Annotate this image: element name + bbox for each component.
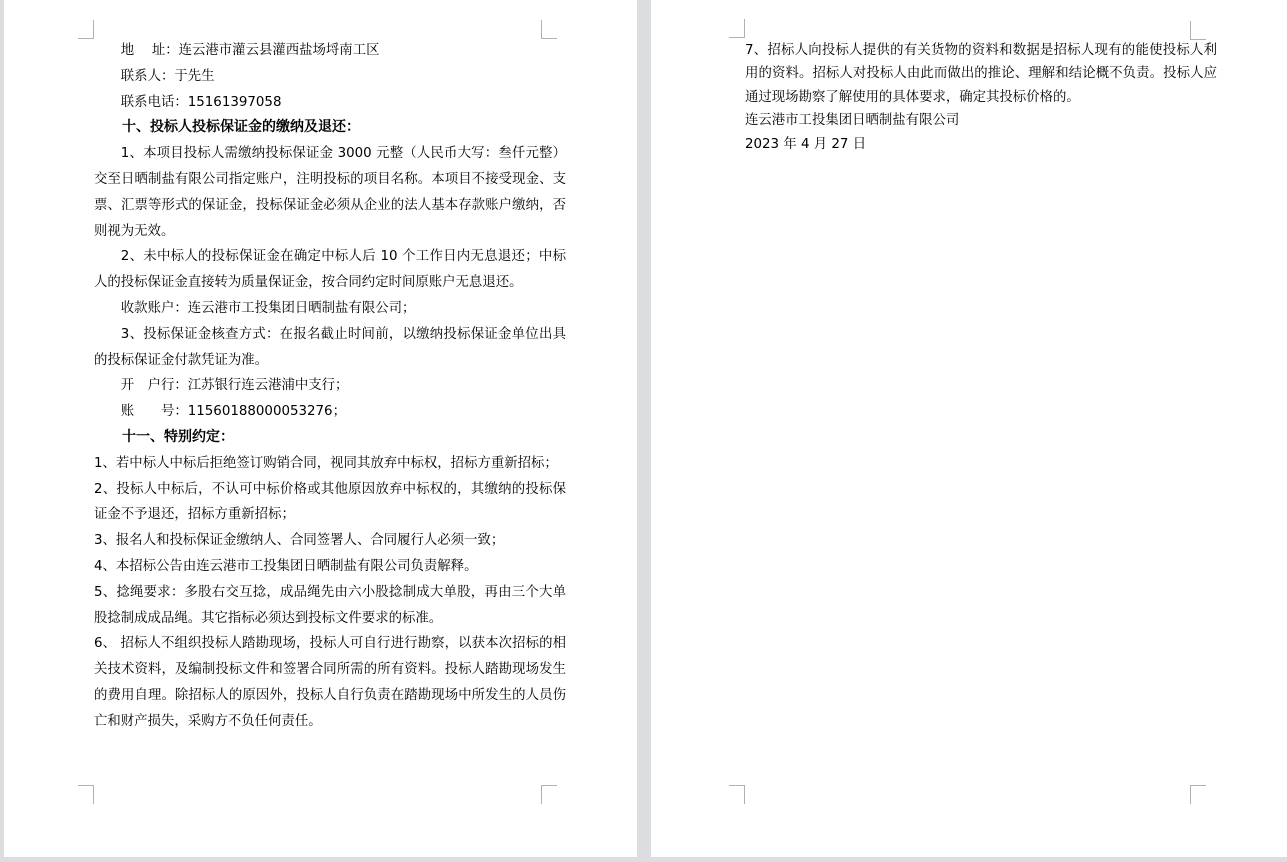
- receiving-account-line: 收款账户：连云港市工投集团日晒制盐有限公司；: [120, 300, 416, 316]
- section-ten-paragraph-2: 2、未中标人的投标保证金在确定中标人后 10 个工作日内无息退还；中标人的投标保证金直接转为质量保证金，按合同约定时间原账户无息退还。: [94, 249, 566, 291]
- bank-line: 开 户行：江苏银行连云港浦中支行；: [120, 378, 349, 394]
- section-eleven-heading: 十一、特别约定：: [122, 428, 234, 445]
- crop-mark-right-page-bottom-right: [1190, 785, 1206, 804]
- crop-mark-left-page-bottom-left: [78, 785, 94, 804]
- crop-mark-right-page-bottom-left: [729, 785, 745, 804]
- document-page-left[interactable]: [4, 0, 637, 857]
- crop-mark-right-page-top-right: [1190, 21, 1206, 40]
- special-term-item-1: 1、若中标人中标后拒绝签订购销合同，视同其放弃中标权，招标方重新招标；: [94, 455, 558, 471]
- crop-mark-right-page-top-left: [729, 19, 745, 38]
- signature-company-line: 连云港市工投集团日晒制盐有限公司: [745, 113, 960, 129]
- contact-address-line: 地 址：连云港市灌云县灌西盐场埒南工区: [120, 43, 380, 58]
- special-term-item-6: 6、 招标人不组织投标人踏勘现场，投标人可自行进行勘察，以获本次招标的相关技术资料，及编制投标文件和签署合同所需的所有资料。投标人踏勘现场发生的费用自理。除招标人的原因外，投标人自行负责在踏勘现场中所发生的人员伤亡和财产损失，采购方不负任何责任。: [94, 636, 566, 729]
- section-ten-paragraph-3: 3、投标保证金核查方式：在报名截止时间前，以缴纳投标保证金单位出具的投标保证金付款凭证为准。: [94, 326, 566, 368]
- section-ten-paragraph-7: 7、招标人向投标人提供的有关货物的资料和数据是招标人现有的能使投标人利用的资料。招标人对投标人由此而做出的推论、理解和结论概不负责。投标人应通过现场勘察了解使用的具体要求，确定其投标价格的。: [745, 43, 1217, 105]
- contact-person-line: 联系人：于先生: [120, 68, 215, 84]
- special-term-item-3: 3、报名人和投标保证金缴纳人、合同签署人、合同履行人必须一致；: [94, 533, 505, 549]
- crop-mark-left-page-top-right: [541, 20, 557, 39]
- contact-phone-line: 联系电话：15161397058: [120, 94, 282, 110]
- left-page-content: [94, 38, 566, 735]
- account-number-line: 账 号：11560188000053276；: [120, 404, 346, 420]
- crop-mark-left-page-top-left: [78, 20, 94, 39]
- special-term-item-2: 2、投标人中标后，不认可中标价格或其他原因放弃中标权的，其缴纳的投标保证金不予退还，招标方重新招标；: [94, 481, 566, 523]
- section-ten-heading: 十、投标人投标保证金的缴纳及退还：: [122, 119, 360, 136]
- special-term-item-4: 4、本招标公告由连云港市工投集团日晒制盐有限公司负责解释。: [94, 558, 478, 574]
- right-page-content: [745, 39, 1217, 156]
- signature-date-line: 2023 年 4 月 27 日: [745, 136, 867, 152]
- special-term-item-5: 5、捻绳要求：多股右交互捻，成品绳先由六小股捻制成大单股，再由三个大单股捻制成成品绳。其它指标必须达到投标文件要求的标准。: [94, 584, 566, 626]
- crop-mark-left-page-bottom-right: [541, 785, 557, 804]
- section-ten-paragraph-1: 1、本项目投标人需缴纳投标保证金 3000 元整（人民币大写：叁仟元整）交至日晒制盐有限公司指定账户，注明投标的项目名称。本项目不接受现金、支票、汇票等形式的保证金，投标保证金必须从企业的法人基本存款账户缴纳，否则视为无效。: [94, 146, 566, 239]
- document-page-right[interactable]: [651, 0, 1287, 857]
